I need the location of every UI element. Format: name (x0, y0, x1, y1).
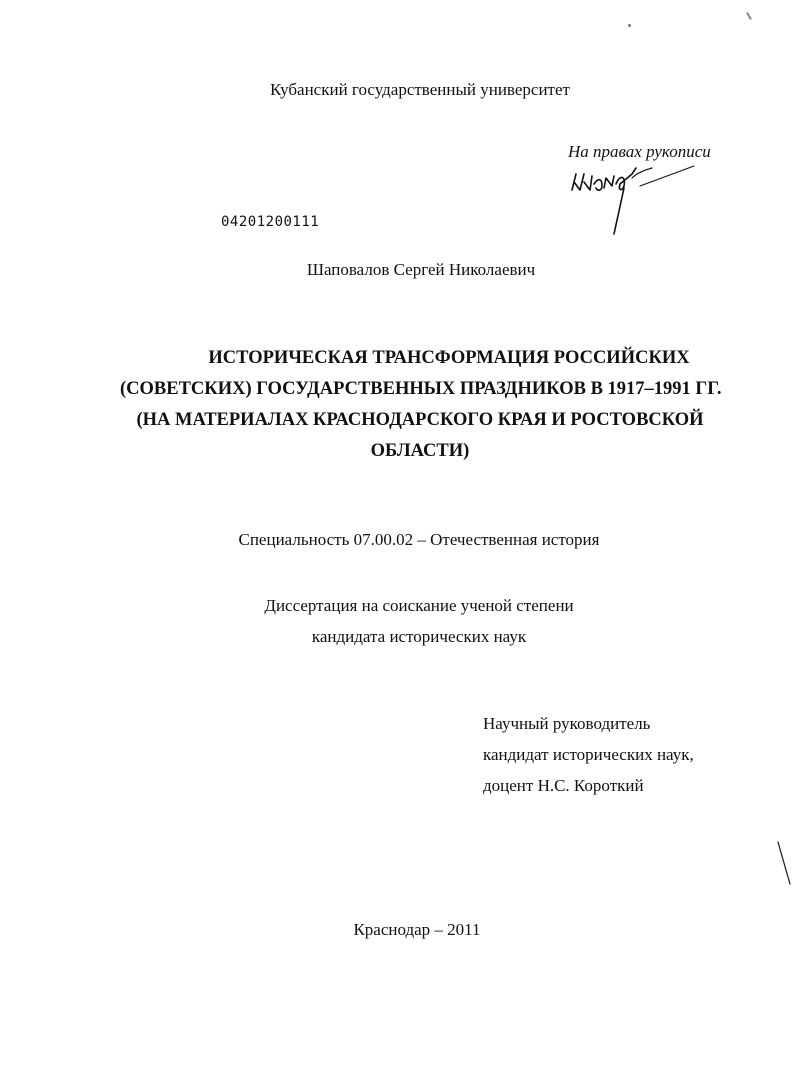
author-name: Шаповалов Сергей Николаевич (306, 260, 536, 279)
specialty: Специальность 07.00.02 – Отечественная история (238, 530, 600, 549)
supervisor-info (483, 708, 694, 801)
scan-speck (746, 12, 752, 20)
city-year: Краснодар – 2011 (353, 920, 481, 939)
archive-number: 04201200111 (221, 214, 320, 230)
supervisor-line: кандидат исторических наук, (483, 745, 694, 764)
degree-line: Диссертация на соискание ученой степени (264, 596, 574, 615)
supervisor-line: доцент Н.С. Короткий (483, 776, 644, 795)
scan-mark (764, 838, 794, 888)
dissertation-title (120, 343, 720, 467)
supervisor-line: Научный руководитель (483, 714, 651, 733)
manuscript-note: На правах рукописи (568, 142, 711, 161)
title-line: ОБЛАСТИ) (370, 441, 470, 461)
title-line: ИСТОРИЧЕСКАЯ ТРАНСФОРМАЦИЯ РОССИЙСКИХ (208, 348, 690, 368)
university-name: Кубанский государственный университет (270, 80, 570, 99)
handwritten-signature (566, 160, 706, 236)
title-line: (СОВЕТСКИХ) ГОСУДАРСТВЕННЫХ ПРАЗДНИКОВ В 1917–1991 ГГ. (120, 379, 722, 399)
degree-line: кандидата исторических наук (311, 627, 527, 646)
degree-statement (0, 590, 794, 652)
scan-speck (628, 24, 631, 27)
title-line: (НА МАТЕРИАЛАХ КРАСНОДАРСКОГО КРАЯ И РОСТОВСКОЙ (136, 410, 704, 430)
